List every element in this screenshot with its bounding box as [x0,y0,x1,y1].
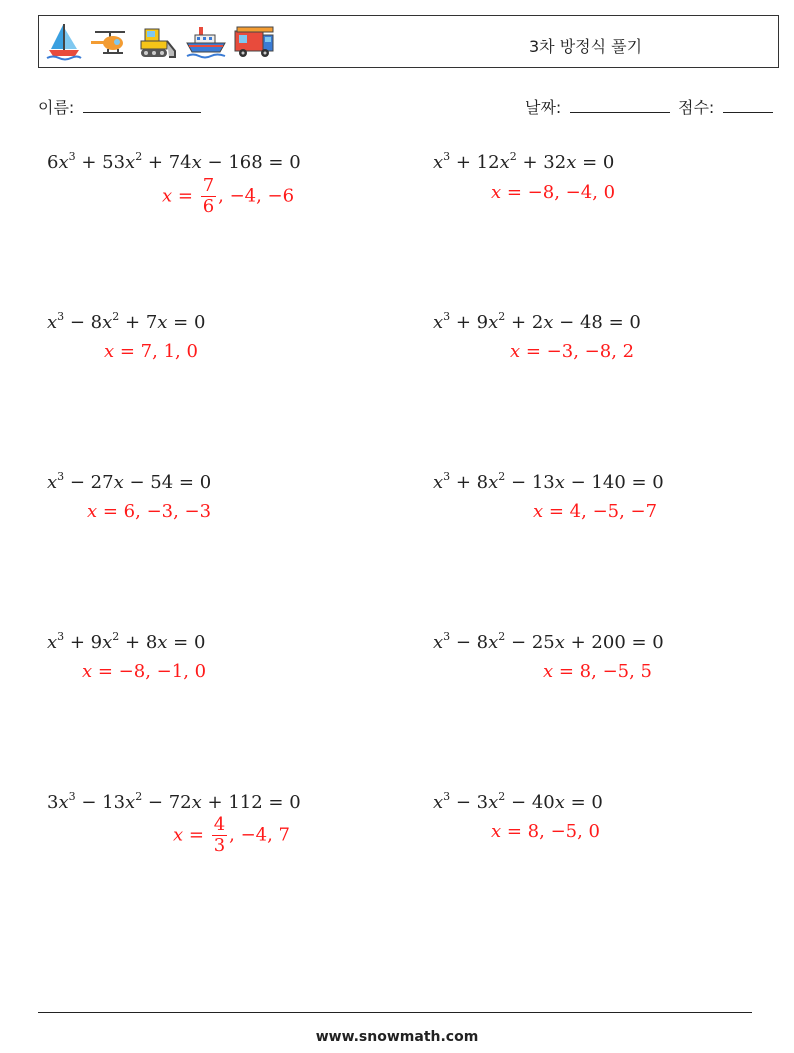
date-field [525,95,670,118]
problem-5: $x^3 - 27x - 54 = 0$ [47,470,212,493]
header-icons [45,21,275,61]
date-label: 날짜: [525,98,562,117]
name-label: 이름: [38,98,75,117]
footer-divider [38,1012,752,1013]
answer-9: x = $\frac{4}{3}$ , −4, 7 [173,814,291,856]
answer-1: x = $\frac{7}{6}$ , −4, −6 [162,175,295,217]
problem-9: $3x^3 - 13x^2 - 72x + 112 = 0$ [47,790,301,813]
problem-1: $6x^3 + 53x^2 + 74x - 168 = 0$ [47,150,301,173]
truck-icon [233,21,275,61]
score-field [678,95,773,118]
problem-10: $x^3 - 3x^2 - 40x = 0$ [433,790,603,813]
sailboat-icon [45,21,83,61]
answer-2: x = −8, −4, 0 [491,182,616,203]
problem-3: $x^3 - 8x^2 + 7x = 0$ [47,310,206,333]
footer-url[interactable]: www.snowmath.com [315,1029,479,1045]
answer-8: x = 8, −5, 5 [543,661,653,682]
answer-7: x = −8, −1, 0 [82,661,207,682]
answer-3: x = 7, 1, 0 [104,341,198,362]
problem-8: $x^3 - 8x^2 - 25x + 200 = 0$ [433,630,664,653]
worksheet-title: 3차 방정식 풀기 [529,37,643,56]
answer-5: x = 6, −3, −3 [87,501,212,522]
worksheet-header [38,15,779,68]
helicopter-icon [89,21,131,61]
score-blank[interactable] [723,99,773,113]
problem-2: $x^3 + 12x^2 + 32x = 0$ [433,150,615,173]
name-field [38,95,201,118]
problem-6: $x^3 + 8x^2 - 13x - 140 = 0$ [433,470,664,493]
bulldozer-icon [137,21,179,61]
problem-7: $x^3 + 9x^2 + 8x = 0$ [47,630,206,653]
ship-icon [185,21,227,61]
date-blank[interactable] [570,99,670,113]
answer-4: x = −3, −8, 2 [510,341,635,362]
problem-4: $x^3 + 9x^2 + 2x - 48 = 0$ [433,310,641,333]
score-label: 점수: [678,98,715,117]
answer-10: x = 8, −5, 0 [491,821,601,842]
name-blank[interactable] [83,99,201,113]
answer-6: x = 4, −5, −7 [533,501,658,522]
